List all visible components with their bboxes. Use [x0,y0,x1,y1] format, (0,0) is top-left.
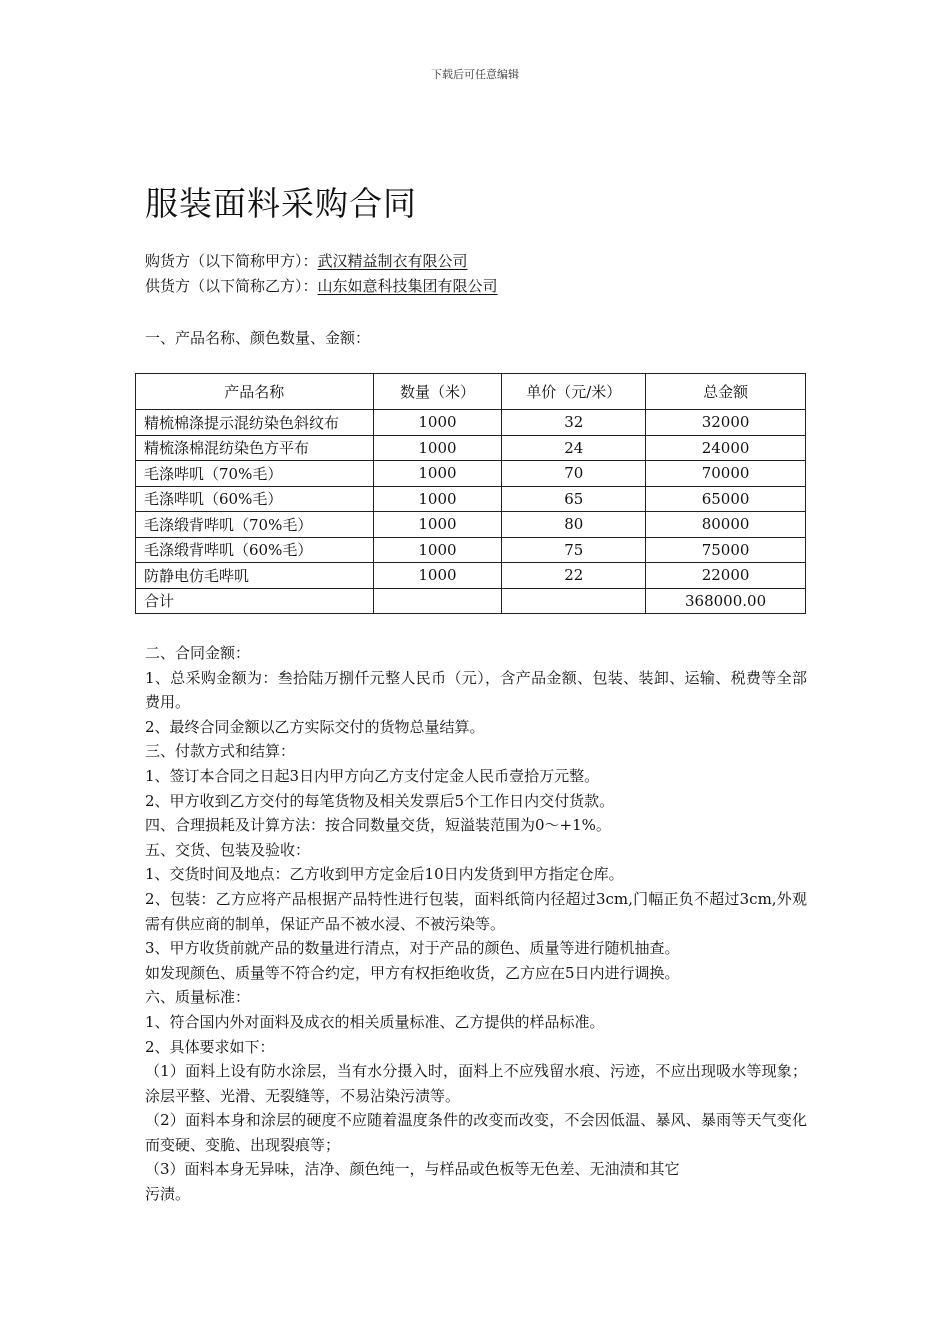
table-row [136,410,806,436]
quantity-cell: 1000 [373,410,502,436]
seller-label: 供货方（以下简称乙方）： [145,277,318,295]
column-header: 数量（米） [373,374,502,410]
unit-price-cell: 75 [502,537,646,563]
clause: 如发现颜色、质量等不符合约定，甲方有权拒绝收货，乙方应在5日内进行调换。 [145,963,680,982]
unit-price-cell: 32 [502,410,646,436]
column-header: 总金额 [646,374,806,410]
total-amount-cell: 70000 [646,461,806,487]
quantity-cell: 1000 [373,512,502,538]
clause: 2、最终合同金额以乙方实际交付的货物总量结算。 [145,717,485,736]
quantity-cell: 1000 [373,461,502,487]
section-heading: 四、合理损耗及计算方法：按合同数量交货，短溢装范围为0～+1%。 [145,816,611,835]
total-label-cell: 合计 [136,588,374,614]
quantity-cell: 1000 [373,537,502,563]
clause: （2）面料本身和涂层的硬度不应随着温度条件的改变而改变，不会因低温、暴风、暴雨等天气变化而变硬、变脆、出现裂痕等； [145,1111,807,1154]
buyer-label: 购货方（以下简称甲方）： [145,252,318,270]
clause: 1、交货时间及地点：乙方收到甲方定金后10日内发货到甲方指定仓库。 [145,865,624,884]
clause: 1、总采购金额为：叁拾陆万捌仟元整人民币（元），含产品金额、包装、装卸、运输、税费等全部费用。 [145,668,807,712]
quantity-cell: 1000 [373,435,502,461]
table-row [136,461,806,487]
column-header: 产品名称 [136,374,374,410]
quantity-cell: 1000 [373,486,502,512]
section-heading: 六、质量标准： [145,988,251,1007]
product-name-cell: 毛涤缎背哔叽（70%毛） [136,512,374,538]
table-row [136,435,806,461]
unit-price-cell: 70 [502,461,646,487]
total-amount-cell: 65000 [646,486,806,512]
empty-cell [502,588,646,614]
clause: 3、甲方收货前就产品的数量进行清点，对于产品的颜色、质量等进行随机抽查。 [145,939,680,958]
contract-body [145,641,807,1207]
table-total-row [136,588,806,614]
product-name-cell: 毛涤哔叽（60%毛） [136,486,374,512]
table-row [136,563,806,589]
unit-price-cell: 24 [502,435,646,461]
buyer-name: 武汉精益制衣有限公司 [317,252,468,270]
total-amount-cell: 75000 [646,537,806,563]
product-name-cell: 毛涤哔叽（70%毛） [136,461,374,487]
total-amount-cell: 32000 [646,410,806,436]
clause: 2、甲方收到乙方交付的每笔货物及相关发票后5个工作日内交付货款。 [145,791,615,810]
table-row [136,512,806,538]
table-header-row [136,374,806,410]
product-name-cell: 精梳涤棉混纺染色方平布 [136,435,374,461]
grand-total-cell: 368000.00 [646,588,806,614]
page-header: 下载后可任意编辑 [431,68,519,81]
table-row [136,537,806,563]
clause: 2、包装：乙方应将产品根据产品特性进行包装，面料纸筒内径超过3cm,门幅正负不超过3cm,外观需有供应商的制单，保证产品不被水浸、不被污染等。 [145,889,807,933]
column-header: 单价（元/米） [502,374,646,410]
quantity-cell: 1000 [373,563,502,589]
section-heading: 三、付款方式和结算： [145,742,296,761]
seller-line [145,276,498,296]
seller-name: 山东如意科技集团有限公司 [317,277,498,295]
clause: 2、具体要求如下： [145,1037,275,1056]
section-heading: 二、合同金额： [145,644,251,662]
unit-price-cell: 80 [502,512,646,538]
clause: 1、符合国内外对面料及成衣的相关质量标准、乙方提供的样品标准。 [145,1012,605,1031]
table-row [136,486,806,512]
product-name-cell: 防静电仿毛哔叽 [136,563,374,589]
section-heading: 五、交货、包装及验收： [145,840,311,859]
clause: 污渍。 [145,1185,191,1204]
unit-price-cell: 65 [502,486,646,512]
contract-title: 服装面料采购合同 [145,184,417,223]
product-name-cell: 精梳棉涤提示混纺染色斜纹布 [136,410,374,436]
product-name-cell: 毛涤缎背哔叽（60%毛） [136,537,374,563]
unit-price-cell: 22 [502,563,646,589]
product-table [135,373,806,614]
total-amount-cell: 22000 [646,563,806,589]
clause: 1、签订本合同之日起3日内甲方向乙方支付定金人民币壹拾万元整。 [145,766,600,785]
buyer-line [145,251,468,271]
clause: （3）面料本身无异味，洁净、颜色纯一，与样品或色板等无色差、无油渍和其它 [145,1160,680,1179]
empty-cell [373,588,502,614]
clause: （1）面料上设有防水涂层，当有水分摄入时，面料上不应残留水痕、污迹，不应出现吸水等现象；涂层平整、光滑、无裂缝等，不易沾染污渍等。 [145,1062,807,1105]
total-amount-cell: 80000 [646,512,806,538]
section-heading-products: 一、产品名称、颜色数量、金额： [145,329,371,347]
total-amount-cell: 24000 [646,435,806,461]
